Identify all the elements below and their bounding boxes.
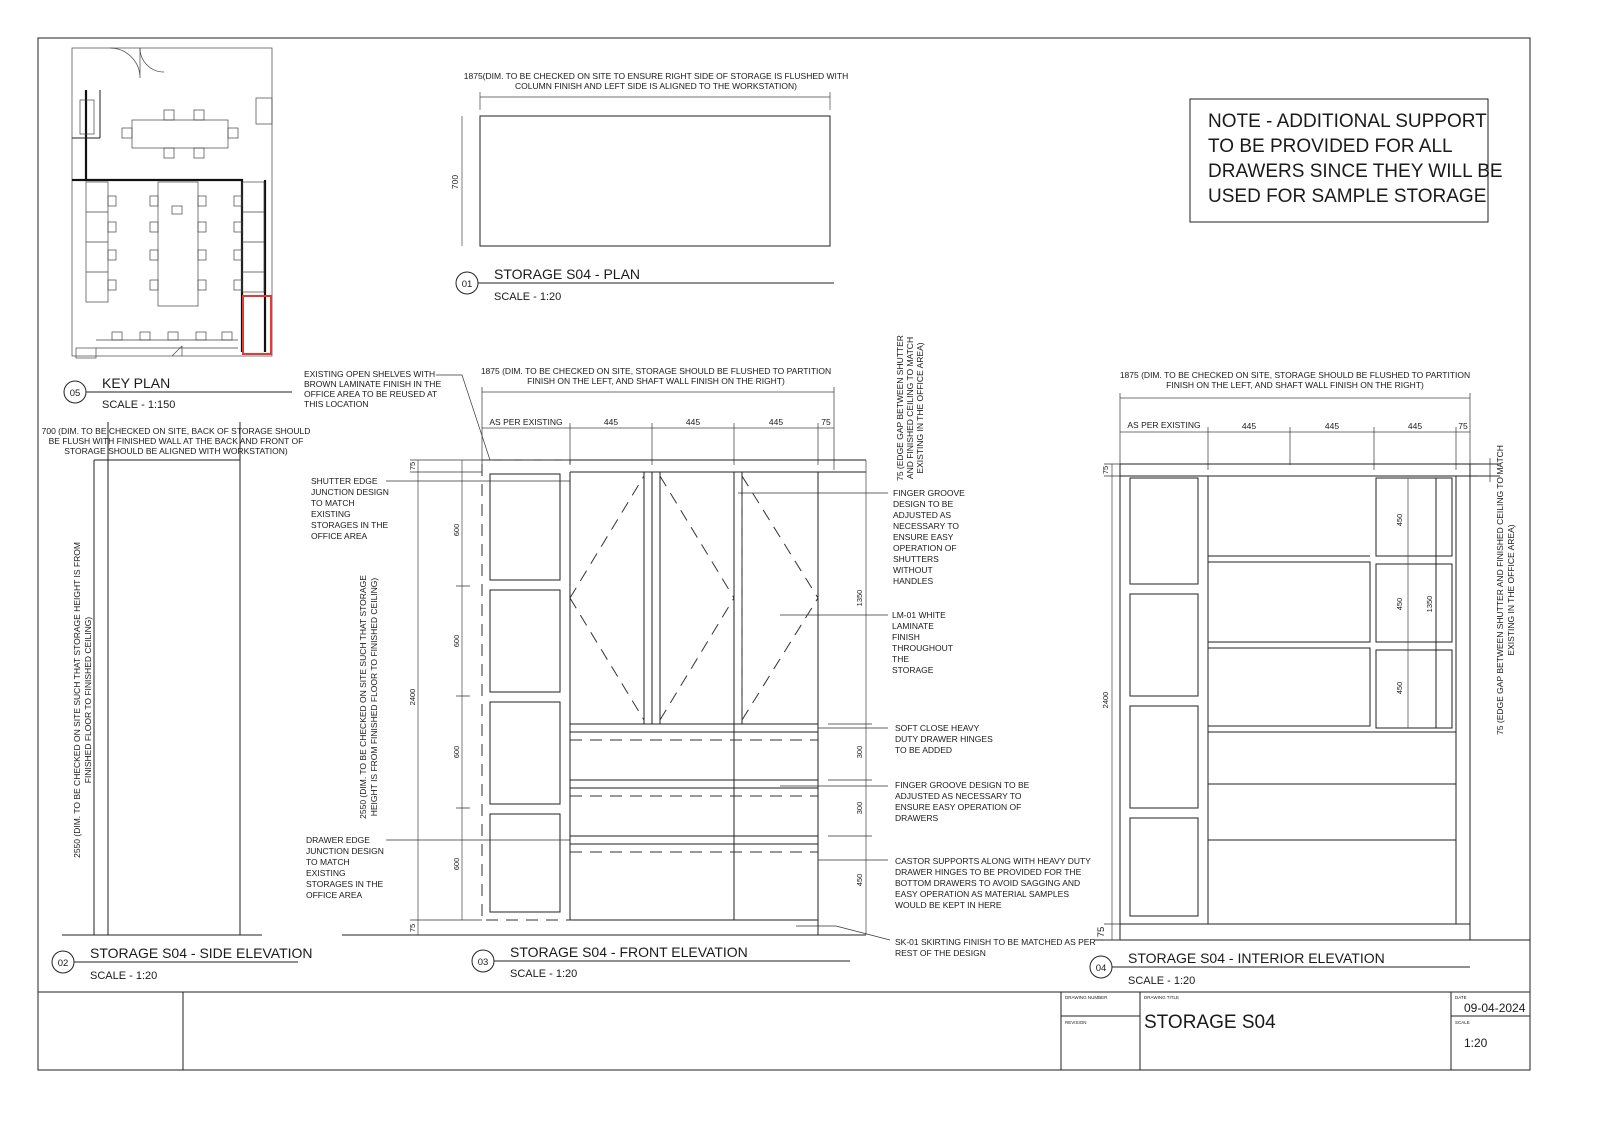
svg-text:WITHOUT: WITHOUT: [893, 565, 933, 575]
svg-text:TO BE ADDED: TO BE ADDED: [895, 745, 952, 755]
interior-elevation: [1094, 370, 1530, 940]
svg-text:EASY OPERATION AS MATERIAL SAM: EASY OPERATION AS MATERIAL SAMPLES: [895, 889, 1069, 899]
svg-text:2550 (DIM. TO BE CHECKED ON SI: 2550 (DIM. TO BE CHECKED ON SITE SUCH THAT STORAGE: [358, 575, 368, 819]
svg-text:09-04-2024: 09-04-2024: [1464, 1001, 1526, 1015]
key-plan-label: [64, 375, 292, 411]
svg-text:450: 450: [1395, 513, 1404, 527]
svg-text:EXISTING: EXISTING: [311, 509, 351, 519]
svg-text:ENSURE EASY OPERATION OF: ENSURE EASY OPERATION OF: [895, 802, 1022, 812]
svg-text:600: 600: [452, 745, 461, 759]
svg-text:OFFICE AREA: OFFICE AREA: [306, 890, 363, 900]
svg-text:STORAGE SHOULD BE ALIGNED WITH: STORAGE SHOULD BE ALIGNED WITH WORKSTATION): [64, 446, 288, 456]
svg-text:REVISION: REVISION: [1065, 1020, 1087, 1025]
storage-location-highlight: [243, 296, 271, 354]
front-elevation: [304, 335, 1096, 958]
front-elevation-label: [472, 944, 850, 980]
svg-text:REST OF THE DESIGN: REST OF THE DESIGN: [895, 948, 986, 958]
svg-text:700: 700: [450, 174, 460, 190]
svg-text:JUNCTION DESIGN: JUNCTION DESIGN: [306, 846, 384, 856]
svg-text:STORAGE S04 - INTERIOR ELEVATI: STORAGE S04 - INTERIOR ELEVATION: [1128, 950, 1385, 966]
svg-text:75: 75: [821, 417, 831, 427]
side-elevation-label: [52, 945, 313, 982]
svg-text:2400: 2400: [1101, 691, 1110, 709]
svg-text:CASTOR SUPPORTS ALONG WITH HEA: CASTOR SUPPORTS ALONG WITH HEAVY DUTY: [895, 856, 1091, 866]
svg-text:SOFT CLOSE HEAVY: SOFT CLOSE HEAVY: [895, 723, 980, 733]
svg-text:ADJUSTED AS NECESSARY TO: ADJUSTED AS NECESSARY TO: [895, 791, 1022, 801]
svg-text:03: 03: [477, 957, 489, 968]
svg-text:HANDLES: HANDLES: [893, 576, 934, 586]
svg-text:75: 75: [1096, 926, 1107, 938]
svg-text:75 (EDGE GAP BETWEEN SHUTTER A: 75 (EDGE GAP BETWEEN SHUTTER AND FINISHED CEILING TO MATCH: [1495, 445, 1505, 735]
svg-text:TO MATCH: TO MATCH: [311, 498, 355, 508]
svg-text:01: 01: [461, 279, 473, 290]
svg-text:TO BE PROVIDED FOR ALL: TO BE PROVIDED FOR ALL: [1208, 136, 1453, 157]
svg-text:THROUGHOUT: THROUGHOUT: [892, 643, 953, 653]
side-elevation: [42, 422, 311, 935]
svg-text:DRAWING NUMBER: DRAWING NUMBER: [1065, 995, 1108, 1000]
svg-text:BE FLUSH WITH FINISHED WALL AT: BE FLUSH WITH FINISHED WALL AT THE BACK AND FRONT OF: [48, 436, 304, 446]
svg-text:445: 445: [603, 417, 619, 427]
svg-text:EXISTING IN THE OFFICE AREA): EXISTING IN THE OFFICE AREA): [1506, 524, 1516, 656]
svg-text:1350: 1350: [1425, 595, 1434, 613]
svg-text:FINISHED FLOOR TO FINISHED CEI: FINISHED FLOOR TO FINISHED CEILING): [83, 616, 93, 784]
svg-text:STORAGE: STORAGE: [892, 665, 934, 675]
svg-text:445: 445: [1241, 421, 1257, 431]
svg-text:FINISH ON THE LEFT, AND SHAFT: FINISH ON THE LEFT, AND SHAFT WALL FINISH ON THE RIGHT): [527, 376, 785, 386]
svg-text:1875 (DIM. TO BE CHECKED ON SI: 1875 (DIM. TO BE CHECKED ON SITE, STORAGE SHOULD BE FLUSHED TO PARTITION: [1119, 370, 1471, 380]
svg-text:75 (EDGE GAP BETWEEN SHUTTER: 75 (EDGE GAP BETWEEN SHUTTER: [895, 335, 905, 481]
svg-text:SHUTTER EDGE: SHUTTER EDGE: [311, 476, 378, 486]
svg-text:FINISH ON THE LEFT, AND SHAFT: FINISH ON THE LEFT, AND SHAFT WALL FINISH ON THE RIGHT): [1166, 380, 1424, 390]
svg-text:450: 450: [855, 873, 864, 887]
svg-text:SCALE - 1:20: SCALE - 1:20: [510, 968, 578, 980]
plan-label: [456, 266, 834, 303]
svg-text:02: 02: [57, 958, 69, 969]
title-block: [38, 992, 1530, 1070]
svg-text:600: 600: [452, 523, 461, 537]
svg-text:FINISH: FINISH: [892, 632, 920, 642]
svg-text:STORAGE S04 - PLAN: STORAGE S04 - PLAN: [494, 266, 641, 282]
svg-text:SCALE - 1:20: SCALE - 1:20: [90, 970, 158, 982]
svg-text:445: 445: [685, 417, 701, 427]
svg-text:HEIGHT IS FROM FINISHED FLOOR: HEIGHT IS FROM FINISHED FLOOR TO FINISHED CEILING): [369, 577, 379, 817]
key-plan: [72, 48, 272, 358]
svg-text:1:20: 1:20: [1464, 1036, 1488, 1050]
svg-text:DATE: DATE: [1455, 995, 1467, 1000]
svg-text:AS PER EXISTING: AS PER EXISTING: [1127, 420, 1201, 430]
svg-text:LAMINATE: LAMINATE: [892, 621, 934, 631]
svg-text:DRAWING TITLE: DRAWING TITLE: [1144, 995, 1180, 1000]
svg-text:SK-01 SKIRTING FINISH TO BE MA: SK-01 SKIRTING FINISH TO BE MATCHED AS PER: [895, 937, 1096, 947]
svg-text:OPERATION OF: OPERATION OF: [893, 543, 957, 553]
svg-text:450: 450: [1395, 597, 1404, 611]
svg-text:USED FOR SAMPLE STORAGE: USED FOR SAMPLE STORAGE: [1208, 186, 1487, 207]
svg-text:75: 75: [1101, 465, 1110, 475]
svg-text:FINGER GROOVE: FINGER GROOVE: [893, 488, 965, 498]
svg-text:KEY PLAN: KEY PLAN: [102, 375, 171, 391]
svg-text:AND FINISHED CEILING TO MATCH: AND FINISHED CEILING TO MATCH: [905, 336, 915, 480]
interior-elevation-label: [1090, 950, 1470, 987]
svg-text:STORAGES IN THE: STORAGES IN THE: [306, 879, 384, 889]
svg-text:05: 05: [69, 388, 81, 399]
svg-text:75: 75: [408, 923, 417, 933]
svg-text:ADJUSTED AS: ADJUSTED AS: [893, 510, 952, 520]
svg-text:300: 300: [855, 745, 864, 759]
svg-text:SHUTTERS: SHUTTERS: [893, 554, 939, 564]
svg-text:BROWN LAMINATE FINISH IN THE: BROWN LAMINATE FINISH IN THE: [304, 379, 442, 389]
plan-view: [450, 71, 848, 246]
svg-text:JUNCTION DESIGN: JUNCTION DESIGN: [311, 487, 389, 497]
svg-text:450: 450: [1395, 681, 1404, 695]
svg-text:1875(DIM. TO BE CHECKED ON SIT: 1875(DIM. TO BE CHECKED ON SITE TO ENSURE RIGHT SIDE OF STORAGE IS FLUSHED WITH: [463, 71, 849, 81]
svg-text:EXISTING IN THE OFFICE AREA): EXISTING IN THE OFFICE AREA): [915, 342, 925, 474]
svg-text:OFFICE AREA: OFFICE AREA: [311, 531, 368, 541]
svg-text:DRAWERS SINCE THEY WILL BE: DRAWERS SINCE THEY WILL BE: [1208, 161, 1503, 182]
svg-text:ENSURE EASY: ENSURE EASY: [893, 532, 954, 542]
svg-text:445: 445: [1407, 421, 1423, 431]
svg-text:SCALE - 1:20: SCALE - 1:20: [494, 291, 562, 303]
svg-text:STORAGE S04 - FRONT ELEVATION: STORAGE S04 - FRONT ELEVATION: [510, 944, 748, 960]
svg-text:NECESSARY TO: NECESSARY TO: [893, 521, 959, 531]
svg-text:AS PER EXISTING: AS PER EXISTING: [489, 417, 563, 427]
svg-text:DRAWERS: DRAWERS: [895, 813, 939, 823]
note-box: [1190, 99, 1503, 222]
svg-text:WOULD BE KEPT IN HERE: WOULD BE KEPT IN HERE: [895, 900, 1002, 910]
svg-text:FINGER GROOVE DESIGN TO BE: FINGER GROOVE DESIGN TO BE: [895, 780, 1030, 790]
svg-text:DRAWER EDGE: DRAWER EDGE: [306, 835, 370, 845]
svg-text:75: 75: [1458, 421, 1468, 431]
svg-text:700 (DIM. TO BE CHECKED ON SIT: 700 (DIM. TO BE CHECKED ON SITE, BACK OF STORAGE SHOULD: [41, 426, 311, 436]
svg-text:NOTE - ADDITIONAL SUPPORT: NOTE - ADDITIONAL SUPPORT: [1208, 111, 1487, 132]
svg-text:TO MATCH: TO MATCH: [306, 857, 350, 867]
svg-text:600: 600: [452, 634, 461, 648]
svg-text:OFFICE AREA TO BE REUSED AT: OFFICE AREA TO BE REUSED AT: [304, 389, 438, 399]
svg-text:STORAGES IN THE: STORAGES IN THE: [311, 520, 389, 530]
svg-text:445: 445: [768, 417, 784, 427]
svg-text:SCALE - 1:20: SCALE - 1:20: [1128, 975, 1196, 987]
svg-text:DRAWER HINGES TO BE PROVIDED F: DRAWER HINGES TO BE PROVIDED FOR THE: [895, 867, 1082, 877]
svg-text:1875 (DIM. TO BE CHECKED ON SI: 1875 (DIM. TO BE CHECKED ON SITE, STORAGE SHOULD BE FLUSHED TO PARTITION: [480, 366, 832, 376]
svg-text:300: 300: [855, 801, 864, 815]
svg-text:2400: 2400: [408, 688, 417, 706]
svg-text:DESIGN TO BE: DESIGN TO BE: [893, 499, 954, 509]
svg-text:COLUMN FINISH AND LEFT SIDE IS: COLUMN FINISH AND LEFT SIDE IS ALIGNED TO THE WORKSTATION): [515, 81, 797, 91]
svg-text:BOTTOM DRAWERS TO AVOID SAGGIN: BOTTOM DRAWERS TO AVOID SAGGING AND: [895, 878, 1081, 888]
svg-text:THE: THE: [892, 654, 909, 664]
svg-text:600: 600: [452, 857, 461, 871]
svg-text:04: 04: [1095, 963, 1107, 974]
svg-text:EXISTING OPEN SHELVES WITH: EXISTING OPEN SHELVES WITH: [304, 369, 436, 379]
svg-text:EXISTING: EXISTING: [306, 868, 346, 878]
svg-text:LM-01 WHITE: LM-01 WHITE: [892, 610, 946, 620]
svg-text:1350: 1350: [855, 589, 864, 607]
svg-text:THIS LOCATION: THIS LOCATION: [304, 399, 369, 409]
svg-text:445: 445: [1324, 421, 1340, 431]
svg-text:STORAGE S04: STORAGE S04: [1144, 1012, 1276, 1033]
svg-text:SCALE: SCALE: [1455, 1020, 1470, 1025]
svg-text:SCALE - 1:150: SCALE - 1:150: [102, 399, 176, 411]
svg-text:DUTY DRAWER HINGES: DUTY DRAWER HINGES: [895, 734, 993, 744]
svg-text:STORAGE S04 - SIDE ELEVATION: STORAGE S04 - SIDE ELEVATION: [90, 945, 313, 961]
svg-text:2550 (DIM. TO BE CHECKED ON SI: 2550 (DIM. TO BE CHECKED ON SITE SUCH THAT STORAGE HEIGHT IS FROM: [72, 542, 82, 858]
svg-text:75: 75: [408, 461, 417, 471]
